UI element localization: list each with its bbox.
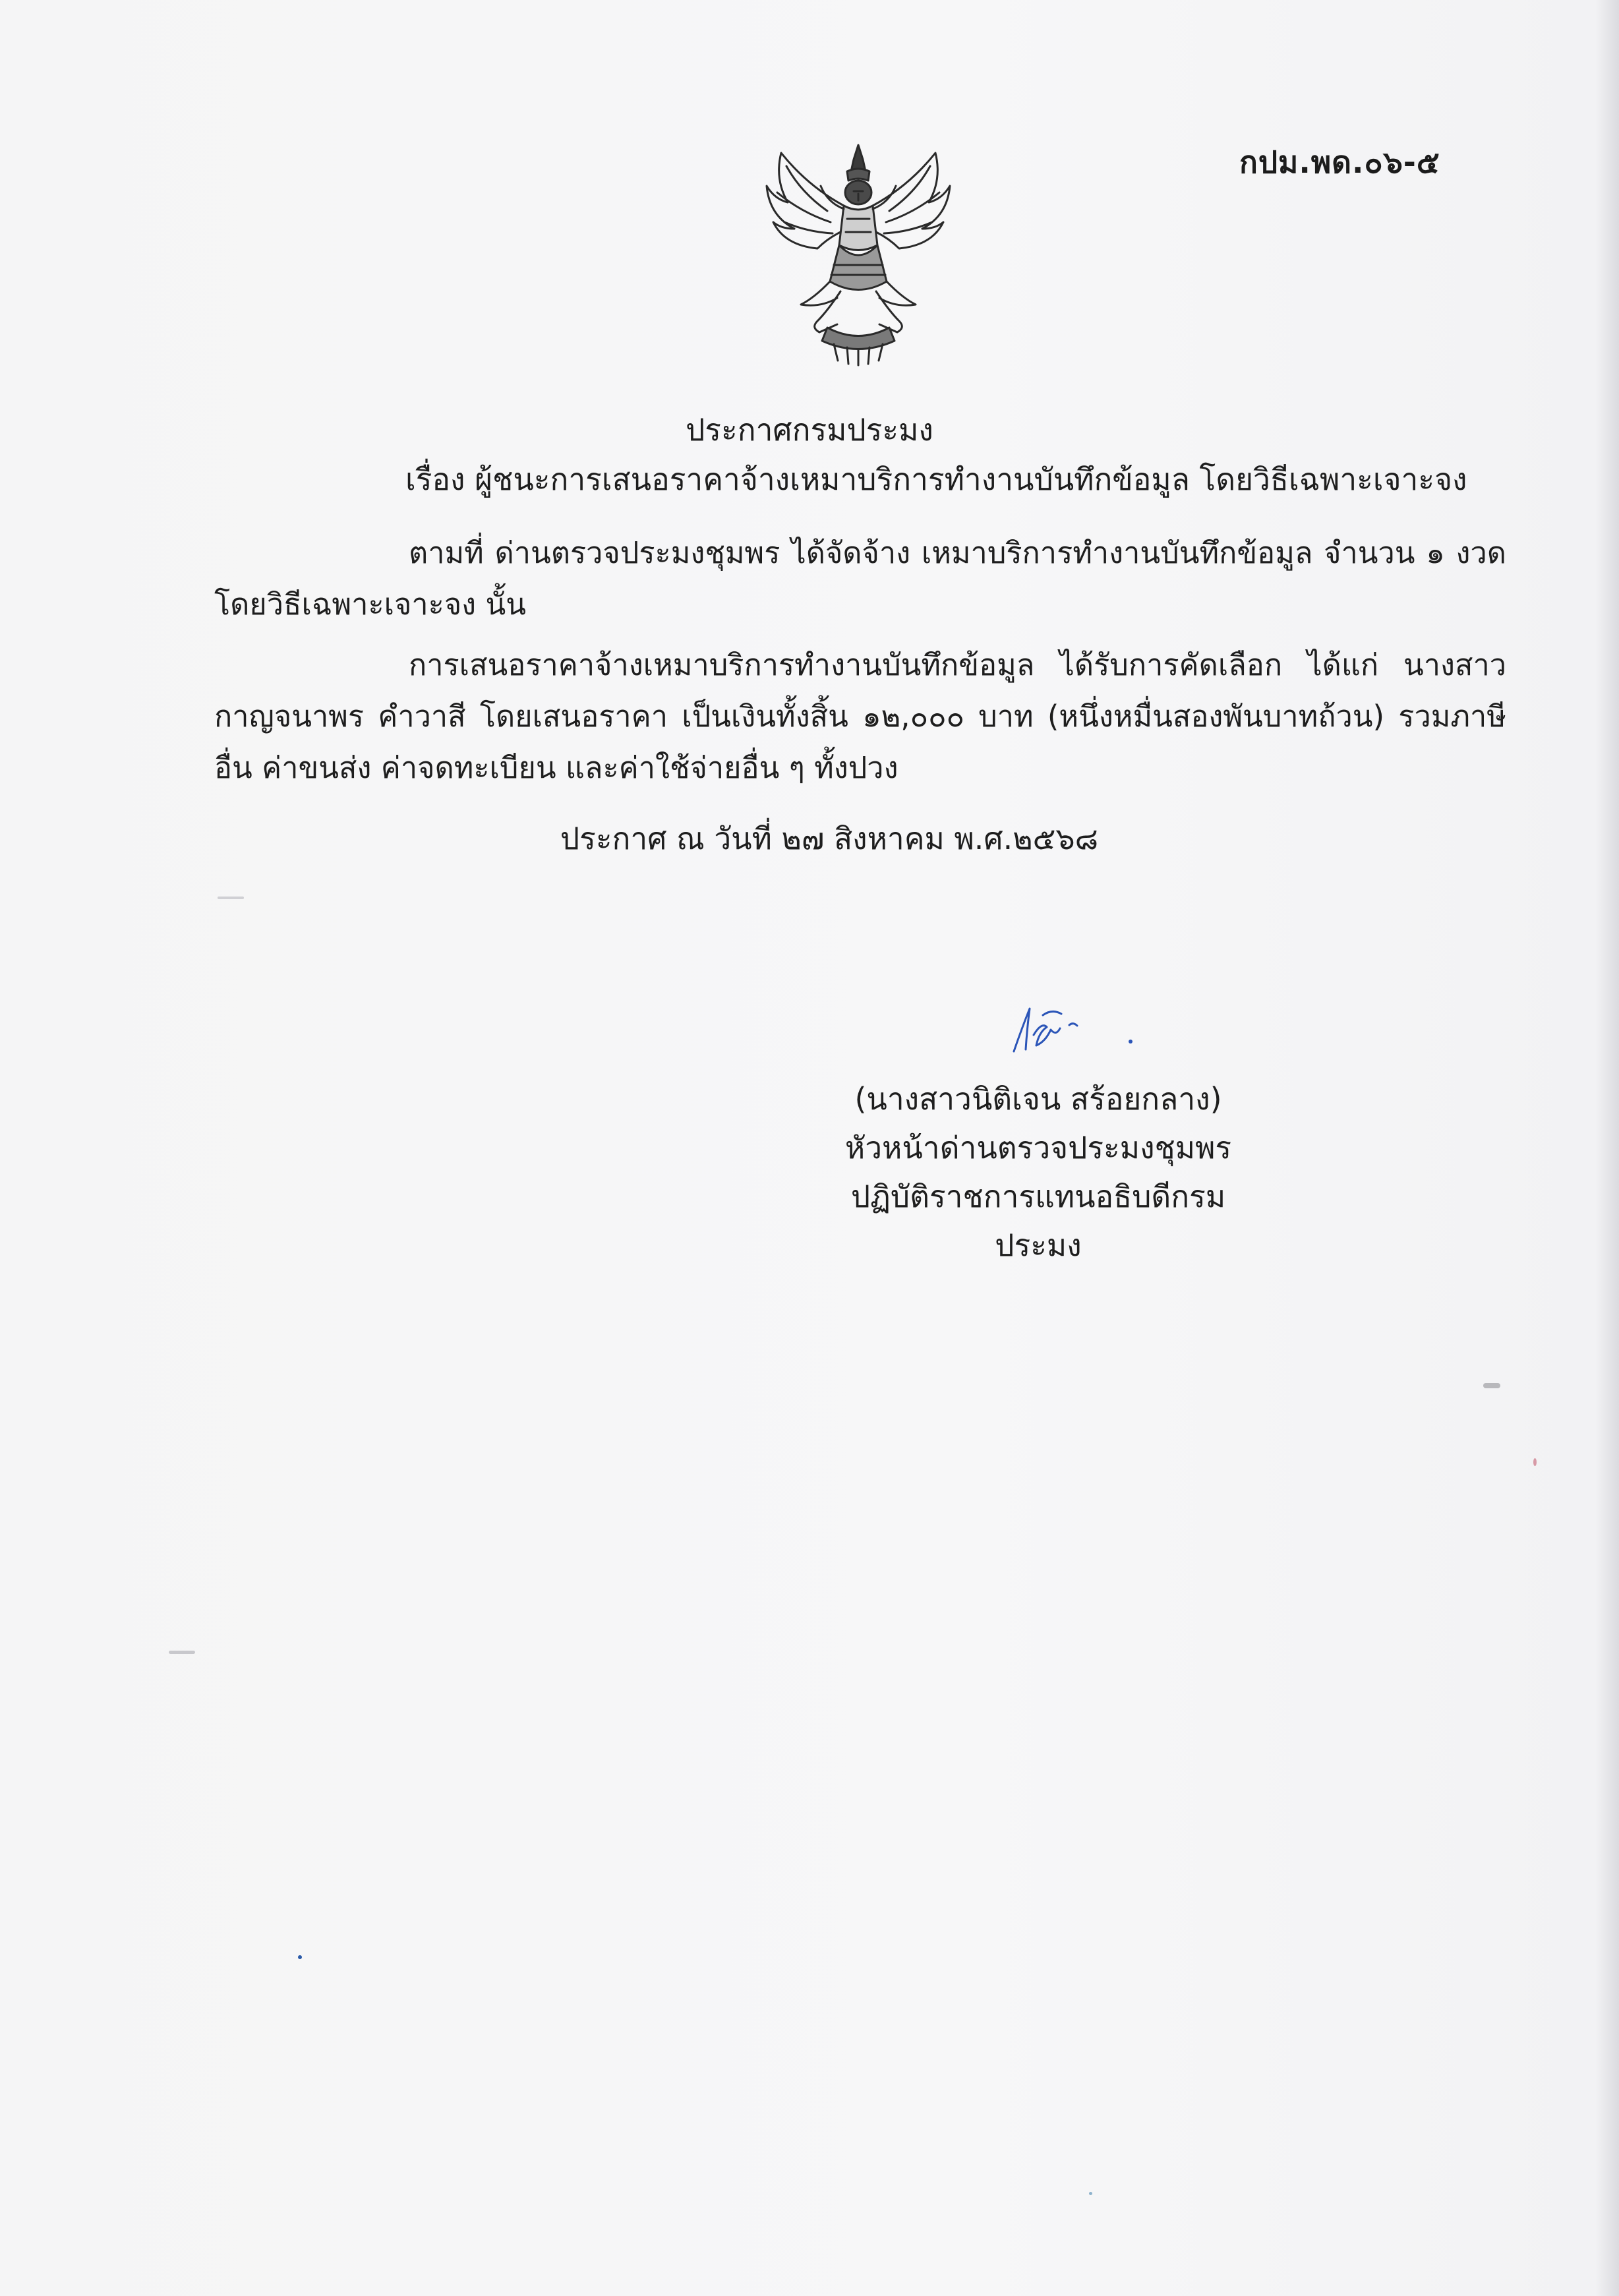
paper-edge-shadow <box>1595 0 1619 2296</box>
subject-line: เรื่อง ผู้ชนะการเสนอราคาจ้างเหมาบริการทำงานบันทึกข้อมูล โดยวิธีเฉพาะเจาะจง <box>405 461 1467 497</box>
signatory-name: (นางสาวนิติเจน สร้อยกลาง) <box>854 1081 1222 1117</box>
garuda-emblem <box>755 140 962 367</box>
scan-speck <box>1483 1383 1500 1388</box>
announcement-date: ประกาศ ณ วันที่ ๒๗ สิงหาคม พ.ศ.๒๕๖๘ <box>560 821 1099 856</box>
body-paragraph-1: ตามที่ ด่านตรวจประมงชุมพร ได้จัดจ้าง เหมาบริการทำงานบันทึกข้อมูล จำนวน ๑ งวด โดยวิธีเฉพาะเจาะจง นั้น <box>214 535 1506 622</box>
signature <box>995 989 1154 1074</box>
signatory-position: หัวหน้าด่านตรวจประมงชุมพร <box>844 1130 1232 1165</box>
announcement-title: ประกาศกรมประมง <box>686 412 933 448</box>
document-code: กปม.พด.๐๖-๕ <box>1239 144 1440 180</box>
scan-speck <box>218 897 244 899</box>
signatory-acting: ปฏิบัติราชการแทนอธิบดีกรมประมง <box>850 1179 1226 1263</box>
scan-speck <box>1089 2192 1092 2195</box>
scan-speck <box>169 1651 195 1654</box>
body-paragraph-2: การเสนอราคาจ้างเหมาบริการทำงานบันทึกข้อมูล ได้รับการคัดเลือก ได้แก่ นางสาวกาญจนาพร คำวาสี โดยเสนอราคา เป็นเงินทั้งสิ้น ๑๒,๐๐๐ บาท (หนึ่งหมื่นสองพันบาทถ้วน) รวมภาษีอื่น ค่าขนส่ง ค่าจดทะเบียน และค่าใช้จ่ายอื่น ๆ ทั้งปวง <box>214 647 1506 785</box>
signatory-block <box>824 1074 1252 1270</box>
scan-speck <box>1533 1458 1537 1466</box>
scan-speck <box>298 1955 302 1959</box>
